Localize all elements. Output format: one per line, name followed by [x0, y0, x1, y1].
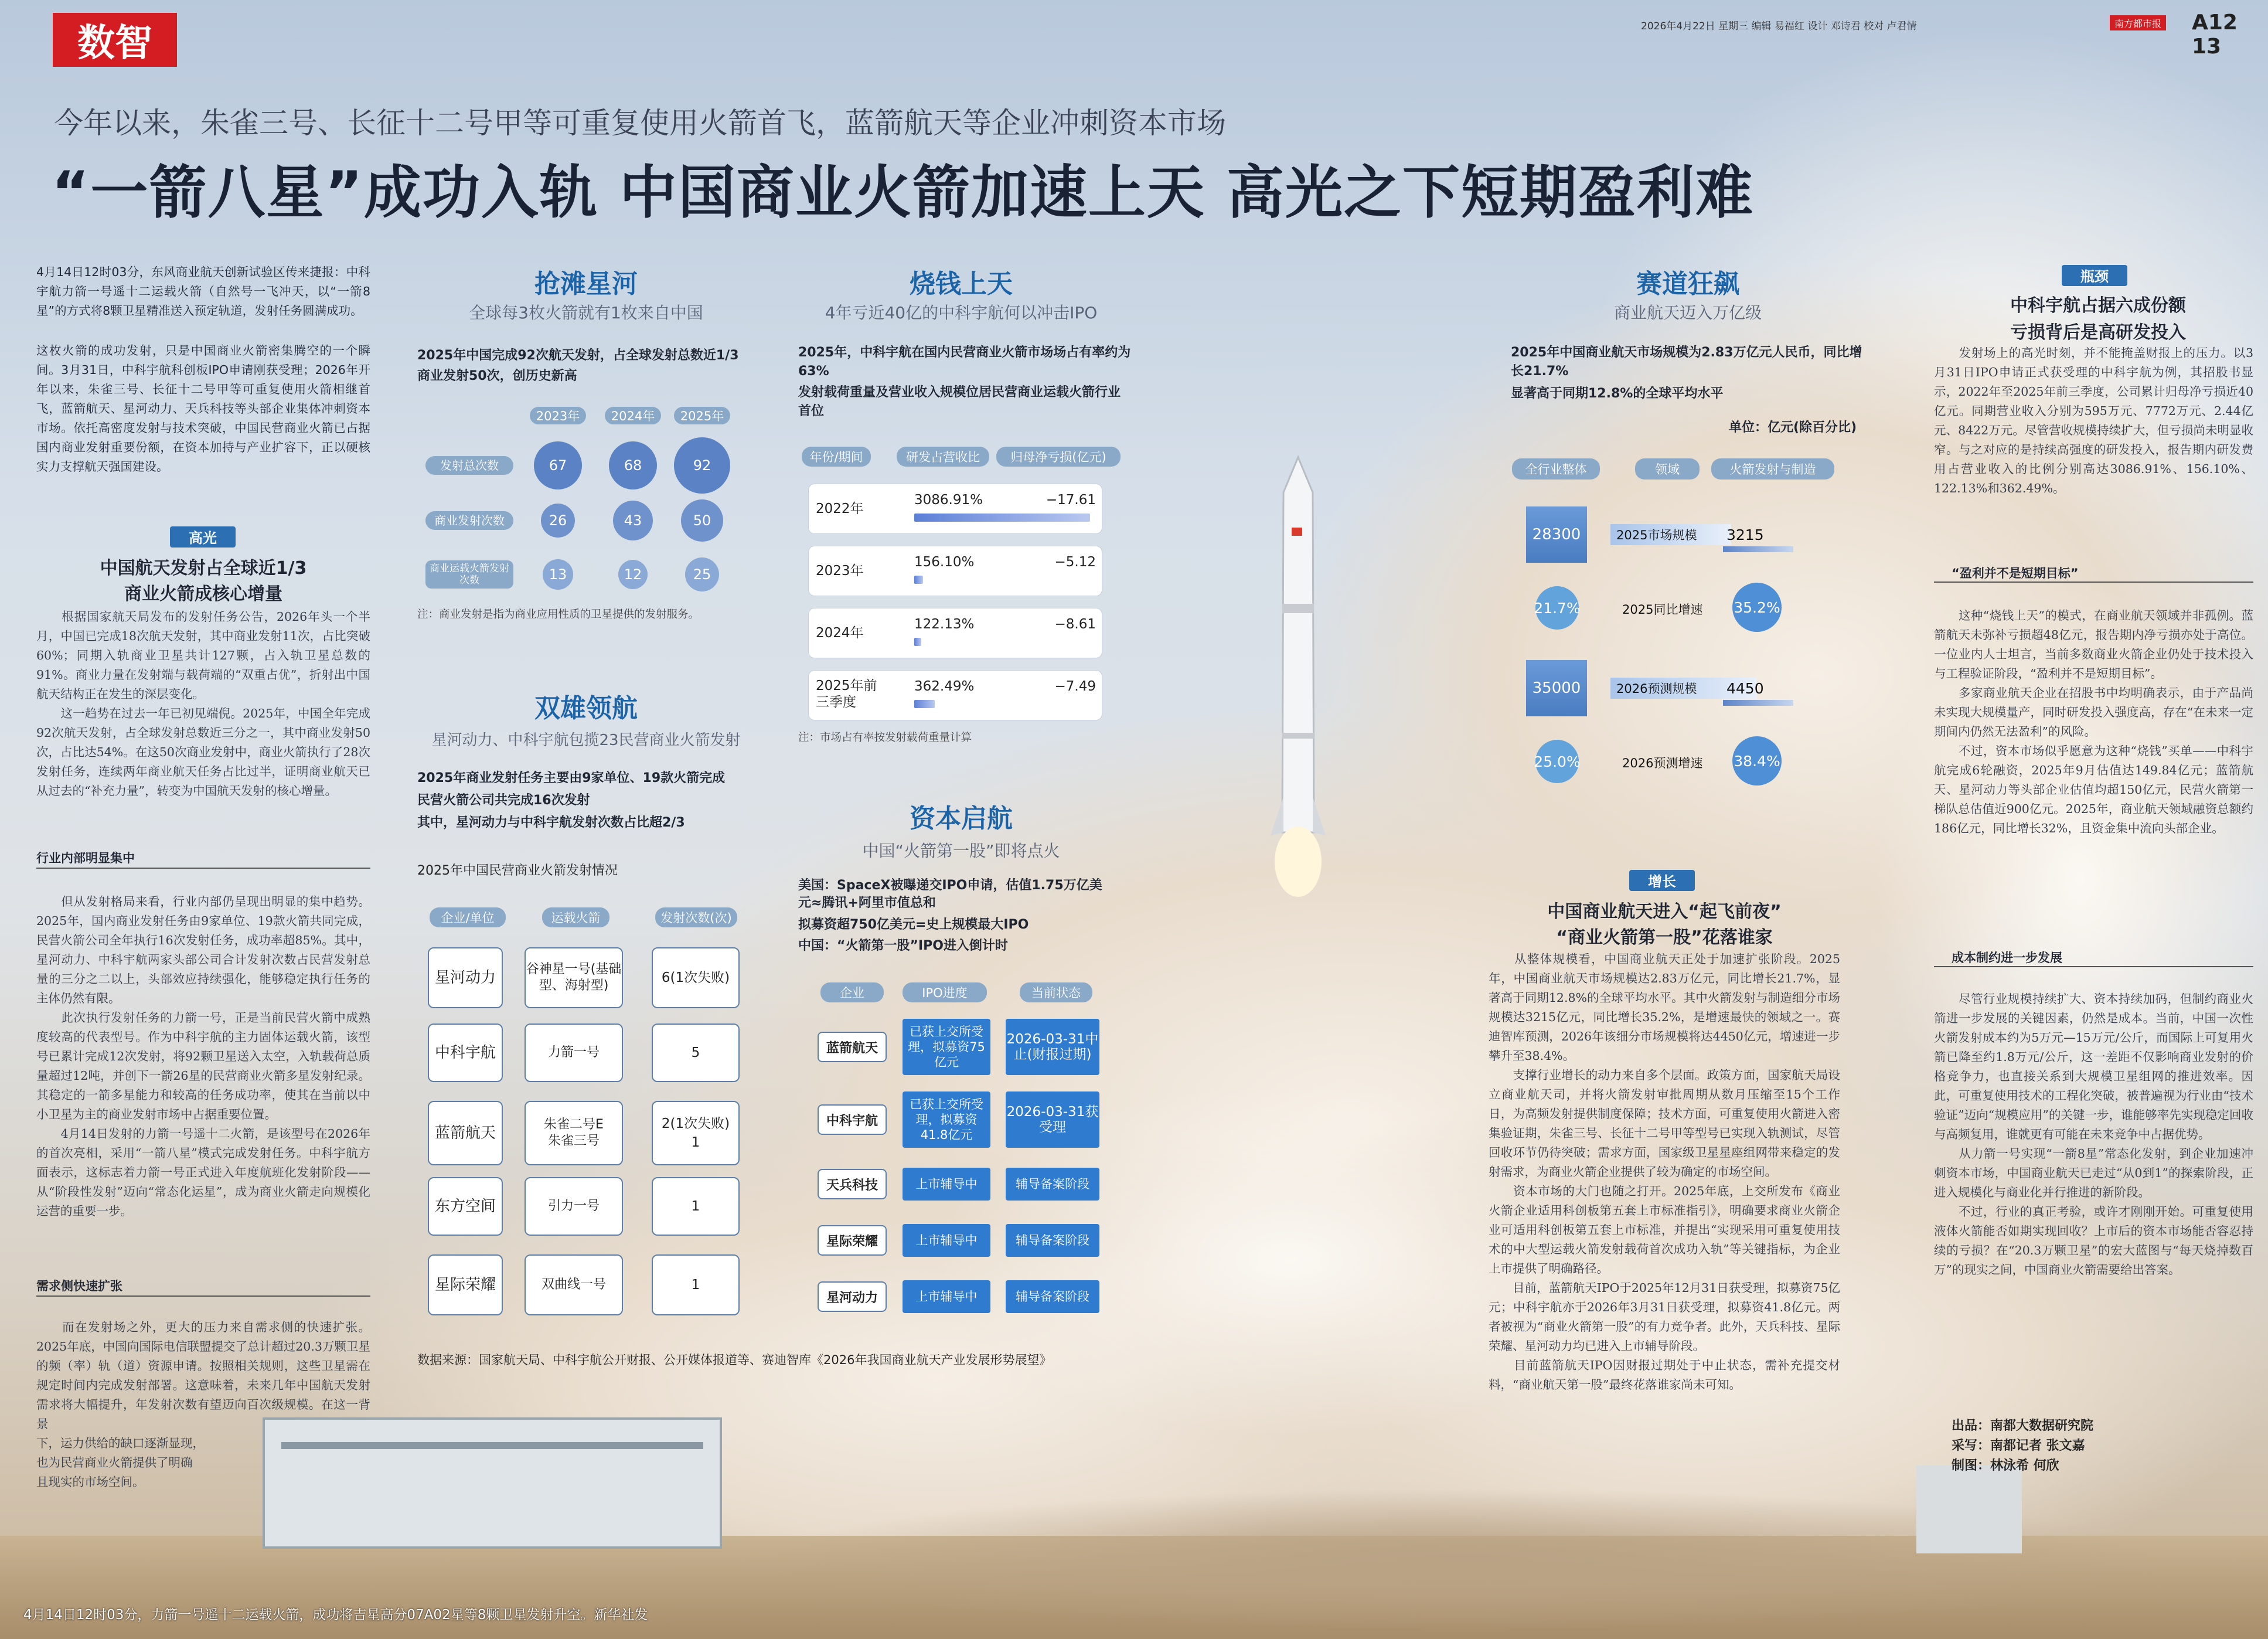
section-headline-4: “商业火箭第一股”花落谁家 — [1556, 927, 1773, 948]
company-card: 中科宇航 — [428, 1023, 503, 1082]
growth-circle: 21.7% — [1535, 586, 1579, 630]
ipo-progress: 上市辅导中 — [903, 1280, 990, 1313]
rocket-card — [525, 1254, 623, 1315]
rule-4 — [1934, 966, 2253, 967]
chart-1-note: 注：商业发射是指为商业应用性质的卫星提供的发射服务。 — [417, 608, 700, 621]
ipo-company: 星河动力 — [818, 1281, 887, 1312]
loss-value: −17.61 — [1046, 492, 1096, 508]
value-bubble: 12 — [618, 560, 648, 590]
table-header: 火箭发射与制造 — [1711, 458, 1834, 480]
value-bubble: 68 — [609, 441, 657, 489]
mid-label: 2025同比增速 — [1622, 603, 1703, 617]
company-card: 东方空间 — [428, 1177, 503, 1236]
rocket-bar — [1723, 700, 1793, 706]
year-cell: 2024年 — [816, 625, 864, 641]
ipo-status: 2026-03-31获受理 — [1006, 1091, 1099, 1148]
growth-circle: 25.0% — [1535, 740, 1579, 783]
ipo-status: 辅导备案阶段 — [1006, 1224, 1099, 1257]
value-bubble: 43 — [613, 501, 653, 540]
rocket-name: 力箭一号 — [547, 1045, 600, 1060]
table-header: 年份/期间 — [802, 447, 871, 467]
rule-3 — [1934, 582, 2253, 583]
table-header: 企业/单位 — [430, 907, 506, 927]
chart-subtitle-2: 星河动力、中科宇航包揽23民营商业火箭发射 — [431, 732, 741, 749]
table-header: 研发占营收比 — [897, 447, 989, 467]
rocket-name: 朱雀二号E — [544, 1117, 604, 1132]
mid-label: 2026预测增速 — [1622, 756, 1703, 770]
count-card — [652, 1177, 740, 1236]
rocket-card — [525, 947, 623, 1008]
ratio-value: 362.49% — [914, 679, 975, 694]
subhead: 行业内部明显集中 — [36, 851, 135, 865]
right-value: 4450 — [1726, 680, 1764, 697]
article-body-5: 发射场上的高光时刻，并不能掩盖财报上的压力。以3月31日IPO申请正式获受理的中科宇航为例，其招股书显示，2022年至2025年前三季度，公司累计归母净亏损近40亿元。同期营业收入分别为595万元、7772万元、2.44亿元、8422万元。尽管营收规模持续扩大，但亏损尚未明显收窄。与之对应的是持续高强度的研发投入，报告期内研发费用占营业收入的比例分别高达3086.91%、156.10%、122.13%和362.49%。 — [1934, 346, 2253, 495]
ratio-bar — [914, 638, 921, 646]
rocket-name: 朱雀三号 — [547, 1134, 600, 1148]
chart-3-line1: 2025年，中科宇航在国内民营商业火箭市场场占有率约为63% — [798, 345, 1131, 379]
value-bubble: 92 — [674, 437, 730, 494]
chart-title-3: 烧钱上天 — [910, 269, 1013, 299]
chart-1-line2: 商业发射50次，创历史新高 — [417, 369, 577, 383]
table-header: 全行业整体 — [1512, 458, 1600, 480]
year-label: 2023年 — [530, 407, 586, 424]
ipo-progress: 上市辅导中 — [903, 1224, 990, 1257]
section-headline-5: 中科宇航占据六成份额 — [2010, 295, 2186, 316]
chart-4-line3: 中国：“火箭第一股”IPO进入倒计时 — [798, 938, 1008, 953]
page-meta: 2026年4月22日 星期三 编辑 易福红 设计 邓诗君 校对 卢君情 — [1641, 21, 1917, 32]
value-bubble: 67 — [534, 441, 582, 489]
count-card — [652, 947, 740, 1008]
chart-2-line3: 其中，星河动力与中科宇航发射次数占比超2/3 — [417, 815, 685, 830]
chart-3-line2: 发射载荷重量及营业收入规模位居民营商业运载火箭行业首位 — [798, 385, 1121, 419]
section-badge: 数智 — [53, 13, 177, 67]
year-label: 2025年 — [674, 407, 730, 424]
article-body: 根据国家航天局发布的发射任务公告，2026年头一个半月，中国已完成18次航天发射，其中商业发射11次，占比突破60%；同期入轨商业卫星共计127颗，占入轨卫星总数的91%。商业力量在发射端与载荷端的“双重占优”，折射出中国航天结构正在发生的深层变化。 这一趋势在过去一年已初见端倪。2025年，中国全年完成92次航天发射，占全球发射总数近三分之一，其中商业发射50次，占比达54%。在这50次商业发射中，商业火箭执行了28次发射任务，连续两年商业航天任务占比过半，证明商业航天已从过去的“补充力量”，转变为中国航天发射的核心增量。 — [36, 610, 370, 798]
rocket-name: 双曲线一号 — [541, 1277, 606, 1292]
subhead-4: 成本制约进一步发展 — [1952, 951, 2062, 965]
ipo-company: 星际荣耀 — [818, 1225, 887, 1256]
count-card — [652, 1023, 740, 1082]
table-2-title: 2025年中国民营商业火箭发射情况 — [417, 863, 618, 878]
table-header: 当前状态 — [1020, 982, 1092, 1002]
rocket-name: 引力一号 — [547, 1199, 600, 1213]
ipo-company: 天兵科技 — [818, 1169, 887, 1199]
chart-title-1: 抢滩星河 — [534, 269, 638, 299]
chart-title-4: 资本启航 — [910, 804, 1013, 834]
year-cell: 2023年 — [816, 563, 864, 579]
rocket-card — [525, 1101, 623, 1165]
rocket-bar — [1723, 546, 1793, 552]
value-bubble: 50 — [681, 499, 723, 542]
ipo-company: 蓝箭航天 — [818, 1032, 887, 1062]
article-body-4: 从整体规模看，中国商业航天正处于加速扩张阶段。2025年，中国商业航天市场规模达2.83万亿元，同比增长21.7%，显著高于同期12.8%的全球平均水平。其中火箭发射与制造细分市场规模达3215亿元，同比增长35.2%，是增速最快的领域之一。赛迪智库预测，2026年该细分市场规模将达4450亿元，增速进一步攀升至38.4%。 支撑行业增长的动力来自多个层面。政策方面，国家航天局设立商业航天司，并将火箭发射审批周期从数月压缩至15个工作日，为高频发射提供制度保障；技术方面，可重复使用火箭进入密集验证期，朱雀三号、长征十二号甲等型号已实现入轨测试，尽管回收环节仍待突破；需求方面，国家级卫星星座组网带来稳定的发射需求，为商业火箭企业提供了较为确定的市场空间。 资本市场的大门也随之打开。2025年底，上交所发布《商业火箭企业适用科创板第五套上市标准指引》，明确要求商业火箭企业可适用科创板第五套上市标准，并提出“实现采用可重复使用技术的中大型运载火箭发射载荷首次成功入轨”等关键指标，为企业上市提供了明确路径。 目前，蓝箭航天IPO于2025年12月31日获受理，拟募资75亿元；中科宇航亦于2026年3月31日获受理，拟募资41.8亿元。两者被视为“商业火箭第一股”的有力竞争者。此外，天兵科技、星际荣耀、星河动力均已进入上市辅导阶段。 目前蓝箭航天IPO因财报过期处于中止状态，需补充提交材料，“商业航天第一股”最终花落谁家尚未可知。 — [1489, 952, 1840, 1392]
rocket-name: 谷神星一号(基础型、海射型) — [526, 962, 622, 993]
section-headline: 中国航天发射占全球近1/3 — [100, 558, 307, 579]
launch-count: 1 — [691, 1277, 700, 1293]
ipo-status: 辅导备案阶段 — [1006, 1280, 1099, 1313]
row-label: 商业发射次数 — [425, 511, 513, 530]
rule — [36, 868, 370, 869]
section-headline-6: 亏损背后是高研发投入 — [2010, 322, 2186, 343]
ratio-bar — [914, 514, 1090, 522]
launch-count: 2(1次失败) — [661, 1116, 730, 1131]
table-header: 领域 — [1635, 458, 1700, 480]
section-headline-3: 中国商业航天进入“起飞前夜” — [1547, 902, 1782, 922]
subhead-3: “盈利并不是短期目标” — [1952, 566, 2079, 580]
highlight-tag: 高光 — [170, 526, 236, 548]
article-body-6: 这种“烧钱上天”的模式，在商业航天领域并非孤例。蓝箭航天未弥补亏损超48亿元，报告期内净亏损亦处于高位。一位业内人士坦言，当前多数商业火箭企业仍处于技术投入与工程验证阶段，“盈利并不是短期目标”。 多家商业航天企业在招股书中均明确表示，由于产品尚未实现大规模量产，同时研发投入强度高，存在“在未来一定期间内仍然无法盈利”的风险。 不过，资本市场似乎愿意为这种“烧钱”买单——中科宇航完成6轮融资，2025年9月估值达149.84亿元；蓝箭航天、星河动力等头部企业估值均超150亿元，民营火箭第一梯队总估值近900亿元。2025年，商业航天领域融资总额约186亿元，同比增长32%，且资金集中流向头部企业。 — [1934, 608, 2253, 835]
credit-line: 采写：南都记者 张文嘉 — [1952, 1439, 2085, 1453]
credit-line: 出品：南都大数据研究院 — [1952, 1419, 2094, 1433]
chart-title-5: 赛道狂飙 — [1636, 269, 1739, 299]
right-value: 3215 — [1726, 526, 1764, 543]
credits — [1952, 1416, 2093, 1476]
page-number: A12 13 — [2192, 11, 2238, 59]
count-card — [652, 1254, 740, 1315]
chart-title-2: 双雄领航 — [534, 693, 638, 723]
ipo-company: 中科宇航 — [818, 1104, 887, 1135]
bottleneck-tag: 瓶颈 — [2062, 265, 2127, 286]
article-body-7: 尽管行业规模持续扩大、资本持续加码，但制约商业火箭进一步发展的关键因素，仍然是成本。当前，中国一次性火箭发射成本约为5万元—15万元/公斤，而国际上可复用火箭已降至约1.8万元/公斤，这一差距不仅影响商业发射的价格竞争力，也直接关系到大规模卫星组网的推进效率。因此，可重复使用技术的工程化突破，被普遍视为行业由“技术验证”迈向“规模应用”的关键一步，谁能够率先实现稳定回收与高频复用，谁就更有可能在未来竞争中占据优势。 从力箭一号实现“一箭8星”常态化发射，到企业加速冲刺资本市场，中国商业航天已走过“从0到1”的探索阶段，正进入规模化与商业化并行推进的新阶段。 不过，行业的真正考验，或许才刚刚开始。可重复使用液体火箭能否如期实现回收？上市后的资本市场能否容忍持续的亏损？在“20.3万颗卫星”的宏大蓝图与“每天烧掉数百万”的现实之间，中国商业火箭需要给出答案。 — [1934, 992, 2253, 1277]
table-header: IPO进度 — [903, 982, 987, 1002]
launch-count: 6(1次失败) — [661, 970, 730, 985]
chart-1-line1: 2025年中国完成92次航天发射，占全球发射总数近1/3 — [417, 348, 739, 363]
value-bubble: 25 — [685, 557, 719, 591]
ipo-status: 辅导备案阶段 — [1006, 1168, 1099, 1201]
growth-tag: 增长 — [1629, 870, 1695, 891]
chart-subtitle-3: 4年亏近40亿的中科宇航何以冲击IPO — [825, 303, 1098, 322]
loss-value: −8.61 — [1054, 617, 1096, 632]
company-card: 星河动力 — [428, 947, 503, 1008]
rocket-card — [525, 1023, 623, 1082]
rule-2 — [36, 1295, 370, 1297]
page-title: “一箭八星”成功入轨 中国商业火箭加速上天 高光之下短期盈利难 — [52, 159, 1755, 226]
year-cell: 2025年前三季度 — [816, 678, 877, 710]
company-card: 星际荣耀 — [428, 1254, 503, 1315]
chart-4-line1: 美国：SpaceX被曝递交IPO申请，估值1.75万亿美元≈腾讯+阿里市值总和 — [798, 878, 1102, 910]
chart-4-line2: 拟募资超750亿美元=史上规模最大IPO — [798, 917, 1029, 932]
credit-line: 制图：林泳希 何欣 — [1952, 1458, 2059, 1473]
lead-paragraph-2: 这枚火箭的成功发射，只是中国商业火箭密集腾空的一个瞬间。3月31日，中科宇航科创板IPO申请刚获受理；2026年开年以来，朱雀三号、长征十二号甲等可重复使用火箭相继首飞，蓝箭航天、星河动力、天兵科技等头部企业集体冲刺资本市场。依托高密度发射与技术突破，中国民营商业火箭已占据国内商业发射重要份额，在资本加持与产业扩容下，正以硬核实力支撑航天强国建设。 — [36, 344, 370, 474]
loss-value: −7.49 — [1054, 679, 1096, 694]
article-body-2: 但从发射格局来看，行业内部仍呈现出明显的集中趋势。2025年，国内商业发射任务由9家单位、19款火箭共同完成，民营火箭公司全年执行16次发射任务，成功率超85%。其中，星河动力、中科宇航两家头部公司合计发射次数占民营发射总量的三分之二以上，头部效应持续强化，能够稳定执行任务的主体仍然有限。 此次执行发射任务的力箭一号，正是当前民营火箭中成熟度较高的代表型号。作为中科宇航的主力固体运载火箭，该型号已累计完成12次发射，将92颗卫星送入太空，入轨载荷总质量超过12吨，并创下一箭26星的民营商业火箭多星发射纪录。其稳定的一箭多星能力和较高的任务成功率，使其在当前以中小卫星为主的商业发射市场中占据重要位置。 4月14日发射的力箭一号遥十二火箭，是该型号在2026年的首次亮相，采用“一箭八星”模式完成发射任务。中科宇航方面表示，这标志着力箭一号正式进入年度航班化发射阶段——从“阶段性发射”迈向“常态化运星”，成为商业火箭走向规模化运营的重要一步。 — [36, 895, 370, 1218]
article-body-3: 而在发射场之外，更大的压力来自需求侧的快速扩张。2025年底，中国向国际电信联盟提交了总计超过20.3万颗卫星的频（率）轨（道）资源申请。按照相关规则，这些卫星需在规定时间内完成发射部署。这意味着，未来几年中国航天发射需求将大幅提升，年发射次数有望迈向百次级规模。在这一背景 下，运力供给的缺口逐渐显现， 也为民营商业火箭提供了明确 且现实的市场空间。 — [36, 1320, 370, 1489]
loss-value: −5.12 — [1054, 555, 1096, 570]
table-header: 归母净亏损(亿元) — [996, 447, 1121, 467]
ratio-bar — [914, 700, 935, 708]
growth-circle: 38.4% — [1732, 736, 1782, 786]
row-label: 发射总次数 — [425, 456, 513, 475]
value-bubble: 26 — [541, 504, 575, 538]
ratio-bar — [914, 576, 923, 584]
subhead-2: 需求侧快速扩张 — [36, 1279, 122, 1293]
ipo-progress: 已获上交所受理，拟募资75亿元 — [903, 1019, 990, 1075]
launch-count: 5 — [691, 1045, 700, 1060]
chart-3-note: 注：市场占有率按发射载荷重量计算 — [798, 732, 972, 744]
chart-subtitle-4: 中国“火箭第一股”即将点火 — [862, 841, 1060, 861]
chart-2-line2: 民营火箭公司共完成16次发射 — [417, 793, 590, 808]
company-card: 蓝箭航天 — [428, 1101, 503, 1165]
value-square: 35000 — [1526, 660, 1587, 716]
ipo-progress: 已获上交所受理，拟募资41.8亿元 — [903, 1091, 990, 1148]
photo-caption: 4月14日12时03分，力箭一号遥十二运载火箭，成功将吉星高分07A02星等8颗卫星发射升空。新华社发 — [23, 1607, 648, 1623]
table-header: 运载火箭 — [542, 907, 609, 927]
ratio-value: 3086.91% — [914, 492, 983, 508]
mid-bar: 2026预测规模 — [1610, 678, 1757, 699]
ipo-status: 2026-03-31中止(财报过期) — [1006, 1019, 1099, 1075]
ipo-progress: 上市辅导中 — [903, 1168, 990, 1201]
value-bubble: 13 — [543, 559, 573, 589]
chart-5-unit: 单位：亿元(除百分比) — [1729, 420, 1857, 435]
launch-count: 1 — [691, 1135, 700, 1150]
table-header: 发射次数(次) — [655, 907, 737, 927]
title-kicker: 今年以来，朱雀三号、长征十二号甲等可重复使用火箭首飞，蓝箭航天等企业冲刺资本市场 — [54, 106, 1226, 140]
growth-circle: 35.2% — [1732, 583, 1782, 632]
chart-subtitle-5: 商业航天迈入万亿级 — [1613, 303, 1762, 322]
table-header: 企业 — [820, 982, 884, 1002]
section-headline-2: 商业火箭成核心增量 — [124, 584, 282, 604]
value-square: 28300 — [1526, 506, 1587, 563]
lead-paragraph: 4月14日12时03分，东风商业航天创新试验区传来捷报：中科宇航力箭一号遥十二运载火箭（自然号一飞冲天，以“一箭8星”的方式将8颗卫星精准送入预定轨道，发射任务圆满成功。 — [36, 265, 370, 318]
year-cell: 2022年 — [816, 501, 864, 516]
data-source: 数据来源：国家航天局、中科宇航公开财报、公开媒体报道等、赛迪智库《2026年我国商业航天产业发展形势展望》 — [417, 1353, 1052, 1367]
row-label: 商业运载火箭发射次数 — [425, 560, 513, 589]
chart-5-line2: 显著高于同期12.8%的全球平均水平 — [1511, 386, 1724, 401]
launch-count: 1 — [691, 1199, 700, 1214]
brand-logo: 南方都市报 — [2110, 15, 2166, 30]
chart-5-line1: 2025年中国商业航天市场规模为2.83万亿元人民币，同比增长21.7% — [1511, 345, 1862, 379]
mid-bar: 2025市场规模 — [1610, 524, 1731, 545]
year-label: 2024年 — [605, 407, 661, 424]
ratio-value: 122.13% — [914, 617, 975, 632]
chart-2-line1: 2025年商业发射任务主要由9家单位、19款火箭完成 — [417, 771, 726, 786]
rocket-card — [525, 1177, 623, 1236]
ratio-value: 156.10% — [914, 555, 975, 570]
chart-subtitle-1: 全球每3枚火箭就有1枚来自中国 — [469, 303, 703, 322]
count-card — [652, 1101, 740, 1165]
